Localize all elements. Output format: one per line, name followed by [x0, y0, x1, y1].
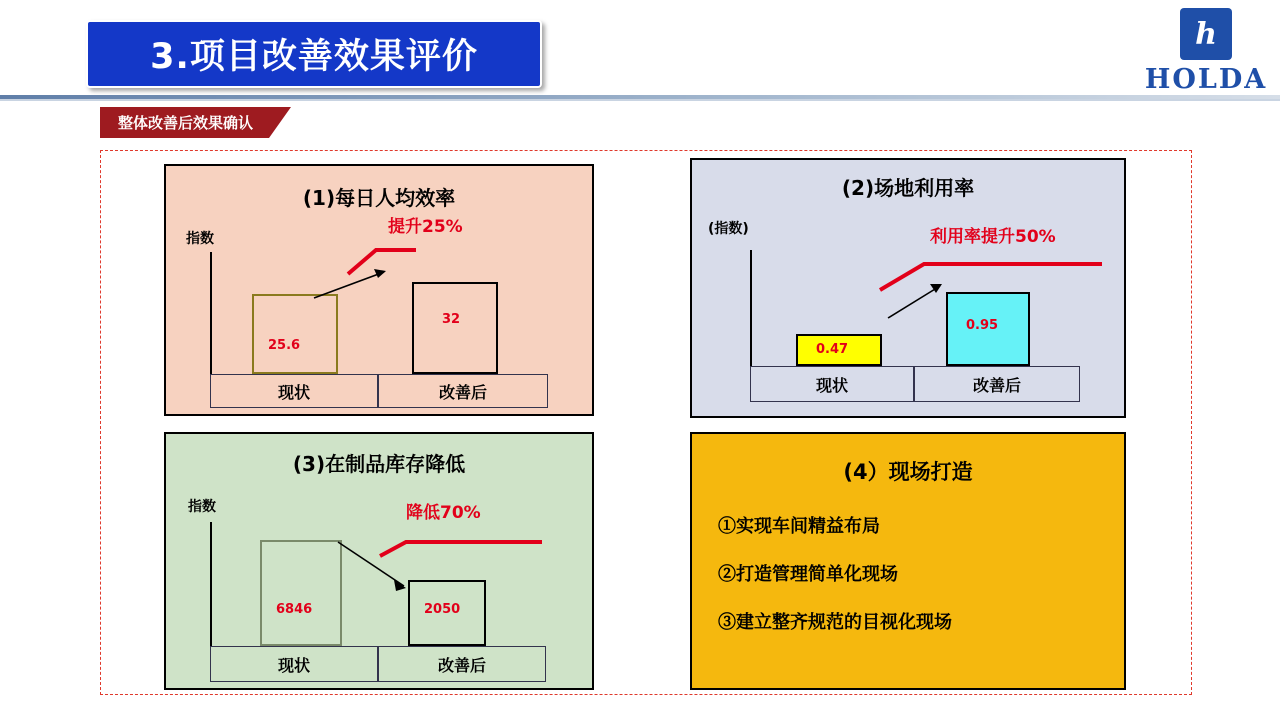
logo-wordmark: HOLDA	[1144, 64, 1268, 95]
panel-title: (3)在制品库存降低	[292, 452, 466, 476]
category-improved: 改善后	[914, 366, 1080, 402]
brand-logo	[1146, 8, 1266, 104]
panel-title: (1)每日人均效率	[302, 186, 456, 210]
callout-improvement: 降低70%	[406, 503, 481, 523]
list-item: ①实现车间精益布局	[718, 516, 880, 537]
callout-improvement: 提升25%	[388, 217, 463, 237]
panel-daily-efficiency	[164, 164, 594, 416]
category-improved: 改善后	[378, 374, 548, 408]
list-item: ②打造管理简单化现场	[718, 564, 898, 585]
bar-value-current: 25.6	[268, 338, 301, 353]
list-item: ③建立整齐规范的目视化现场	[718, 612, 952, 633]
page-title-banner	[86, 20, 542, 88]
header-divider-secondary	[0, 99, 1280, 101]
section-tag-label: 整体改善后效果确认	[118, 114, 254, 132]
logo-mark-icon: h	[1180, 8, 1232, 60]
panel-site-construction	[690, 432, 1126, 690]
category-current: 现状	[210, 374, 378, 408]
category-current: 现状	[210, 646, 378, 682]
page-title: 3.项目改善效果评价	[150, 37, 478, 77]
axis-label-index: 指数	[188, 499, 216, 515]
axis-label-index: (指数)	[708, 221, 749, 237]
achievement-list	[692, 512, 1124, 634]
panel-title: (2)场地利用率	[841, 176, 975, 200]
panel-space-utilization	[690, 158, 1126, 418]
section-tag	[100, 107, 269, 138]
category-improved: 改善后	[378, 646, 546, 682]
bar-value-improved: 2050	[424, 602, 461, 617]
bar-value-improved: 0.95	[966, 318, 999, 333]
category-current: 现状	[750, 366, 914, 402]
bar-value-current: 6846	[276, 602, 313, 617]
panel-wip-inventory	[164, 432, 594, 690]
bar-value-improved: 32	[442, 312, 461, 327]
callout-improvement: 利用率提升50%	[930, 227, 1056, 247]
axis-label-index: 指数	[186, 231, 214, 247]
panel-title: (4）现场打造	[843, 460, 973, 484]
bar-value-current: 0.47	[816, 342, 849, 357]
section-tag-arrow-icon	[269, 107, 291, 138]
